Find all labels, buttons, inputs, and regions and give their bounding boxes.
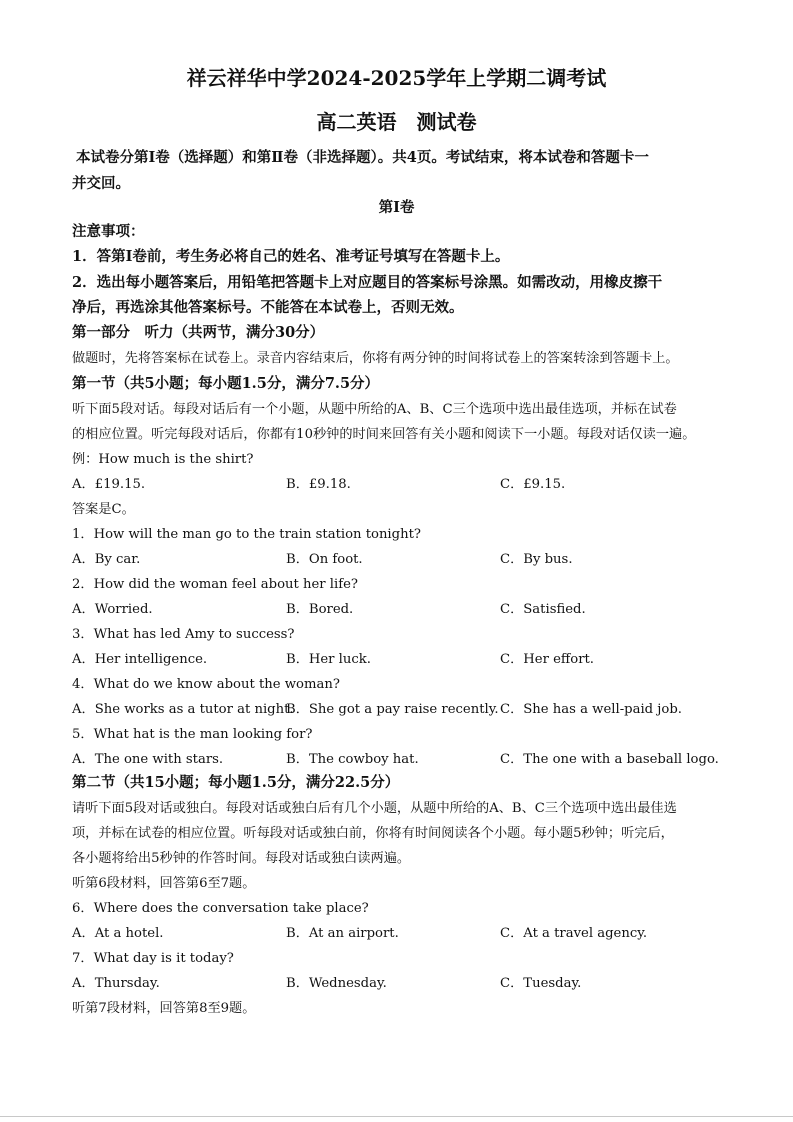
exam-title: 祥云祥华中学2024-2025学年上学期二调考试: [186, 66, 607, 90]
example-question: 例：How much is the shirt?: [72, 452, 254, 467]
section2-instruction-1: 请听下面5段对话或独白。每段对话或独白后有几个小题，从题中所给的A、B、C三个选项中选出最佳选: [72, 801, 677, 816]
question-3-option-b: B．Her luck.: [286, 652, 371, 667]
section1-instruction-1: 听下面5段对话。每段对话后有一个小题，从题中所给的A、B、C三个选项中选出最佳选项，并标在试卷: [72, 402, 677, 417]
question-1-option-c: C．By bus.: [500, 552, 573, 567]
section2-instruction-3: 各小题将给出5秒钟的作答时间。每段对话或独白读两遍。: [72, 851, 411, 866]
section1-heading: 第一节（共5小题；每小题1.5分，满分7.5分）: [72, 375, 380, 392]
intro-line-2: 并交回。: [72, 175, 130, 192]
intro-line-1: 本试卷分第Ⅰ卷（选择题）和第Ⅱ卷（非选择题）。共4页。考试结束，将本试卷和答题卡一: [76, 149, 649, 166]
question-2-option-a: A．Worried.: [72, 602, 153, 617]
question-5-option-b: B．The cowboy hat.: [286, 752, 419, 767]
question-4-option-a: A．She works as a tutor at night.: [72, 702, 294, 717]
question-5-option-a: A．The one with stars.: [72, 752, 224, 767]
example-answer: 答案是C。: [72, 502, 135, 517]
question-4-option-b: B．She got a pay raise recently.: [286, 702, 499, 717]
question-3-option-a: A．Her intelligence.: [72, 652, 208, 667]
question-4: 4．What do we know about the woman?: [72, 677, 340, 692]
notes-item-2-line-1: 2．选出每小题答案后，用铅笔把答题卡上对应题目的答案标号涂黑。如需改动，用橡皮擦干: [72, 274, 663, 291]
question-3: 3．What has led Amy to success?: [72, 627, 295, 642]
material-6-note: 听第6段材料，回答第6至7题。: [72, 876, 256, 891]
question-6-option-a: A．At a hotel.: [72, 926, 164, 941]
example-option-b: B．£9.18.: [286, 477, 351, 492]
notes-heading: 注意事项：: [72, 223, 145, 240]
exam-subtitle: 高二英语 测试卷: [316, 110, 477, 134]
question-2-option-b: B．Bored.: [286, 602, 354, 617]
material-7-note: 听第7段材料，回答第8至9题。: [72, 1001, 256, 1016]
question-2: 2．How did the woman feel about her life?: [72, 577, 358, 592]
question-5-option-c: C．The one with a baseball logo.: [500, 752, 719, 767]
section2-heading: 第二节（共15小题；每小题1.5分，满分22.5分）: [72, 774, 400, 791]
question-6: 6．Where does the conversation take place?: [72, 901, 369, 916]
notes-item-2-line-2: 净后，再选涂其他答案标号。不能答在本试卷上，否则无效。: [72, 299, 464, 316]
section2-instruction-2: 项，并标在试卷的相应位置。听每段对话或独白前，你将有时间阅读各个小题。每小题5秒钟；听完后，: [72, 826, 674, 841]
question-4-option-c: C．She has a well-paid job.: [500, 702, 682, 717]
question-1-option-b: B．On foot.: [286, 552, 363, 567]
notes-item-1: 1．答第Ⅰ卷前，考生务必将自己的姓名、准考证号填写在答题卡上。: [72, 248, 510, 265]
question-7-option-a: A．Thursday.: [72, 976, 160, 991]
section1-instruction-2: 的相应位置。听完每段对话后，你都有10秒钟的时间来回答有关小题和阅读下一小题。每段对话仅读一遍。: [72, 427, 696, 442]
part1-heading: 第一部分 听力（共两节，满分30分）: [72, 324, 325, 341]
question-3-option-c: C．Her effort.: [500, 652, 594, 667]
question-7: 7．What day is it today?: [72, 951, 234, 966]
page-bottom-rule: [0, 1116, 793, 1117]
question-7-option-c: C．Tuesday.: [500, 976, 582, 991]
question-2-option-c: C．Satisfied.: [500, 602, 586, 617]
question-7-option-b: B．Wednesday.: [286, 976, 387, 991]
question-1-option-a: A．By car.: [72, 552, 141, 567]
question-5: 5．What hat is the man looking for?: [72, 727, 313, 742]
part1-instruction: 做题时，先将答案标在试卷上。录音内容结束后，你将有两分钟的时间将试卷上的答案转涂到答题卡上。: [72, 351, 679, 366]
question-1: 1．How will the man go to the train station tonight?: [72, 527, 421, 542]
volume-title: 第Ⅰ卷: [378, 199, 415, 216]
example-option-c: C．£9.15.: [500, 477, 566, 492]
question-6-option-b: B．At an airport.: [286, 926, 399, 941]
example-option-a: A．£19.15.: [72, 477, 146, 492]
question-6-option-c: C．At a travel agency.: [500, 926, 648, 941]
